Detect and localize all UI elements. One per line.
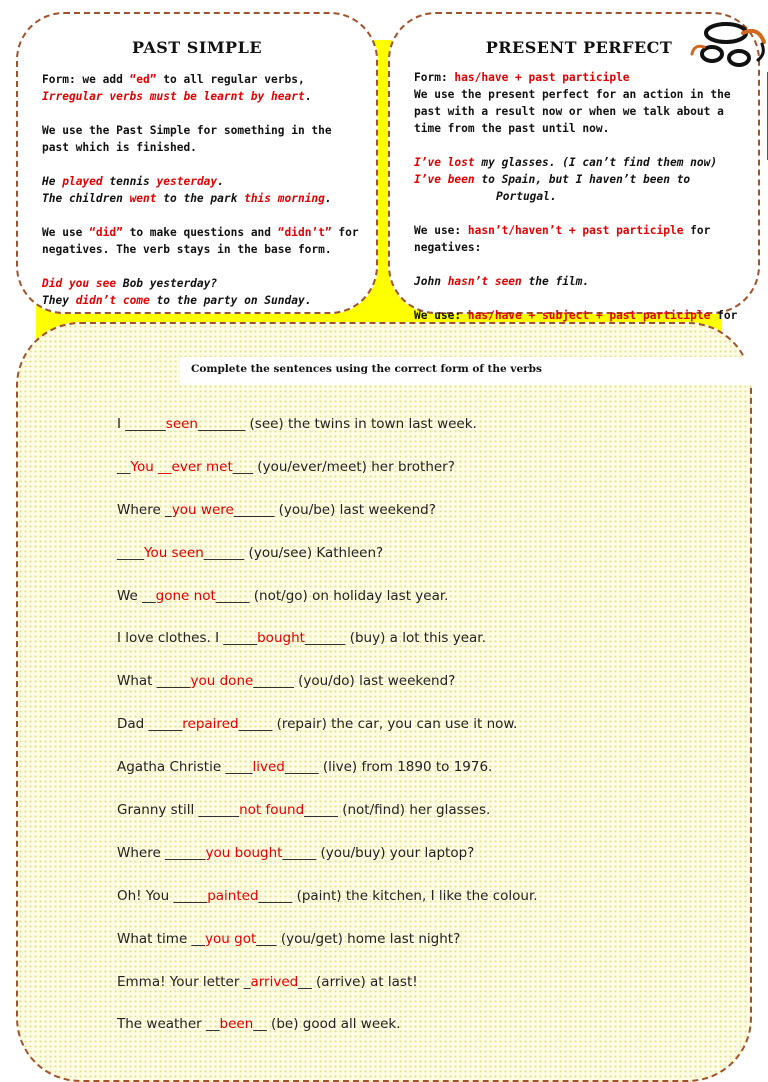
present-perfect-title: PRESENT PERFECT xyxy=(485,38,673,57)
answer-text: you were xyxy=(171,501,234,518)
sentence-start: Where ______ xyxy=(117,844,206,861)
example-line: Portugal. xyxy=(496,190,557,203)
exercise-list xyxy=(117,410,757,1053)
answer-text: painted xyxy=(207,887,259,904)
sentence-end: _____ (live) from 1890 to 1976. xyxy=(284,759,493,776)
sentence-start: What _____ xyxy=(117,673,191,690)
answer-text: not found xyxy=(239,802,305,819)
exercise-sentence xyxy=(117,624,757,667)
exercise-sentence xyxy=(117,453,757,496)
sentence-end: _____ (not/go) on holiday last year. xyxy=(215,587,449,604)
sentence-start: The weather __ xyxy=(117,1016,220,1033)
sentence-end: __ (be) good all week. xyxy=(253,1016,401,1033)
negative-line: negatives: xyxy=(414,241,482,254)
exercise-sentence xyxy=(117,710,757,753)
exercise-sentence xyxy=(117,753,757,796)
answer-text: repaired xyxy=(182,716,239,733)
sentence-start: I love clothes. I _____ xyxy=(117,630,258,647)
sentence-end: ______ (buy) a lot this year. xyxy=(304,630,486,647)
answer-text: been xyxy=(219,1016,254,1033)
paper-clip-icon xyxy=(686,14,768,80)
sentence-start: I ______ xyxy=(117,416,166,432)
example-line: The children went to the park this morning. xyxy=(42,192,332,205)
answer-text: you got xyxy=(205,930,257,947)
answer-text: seen xyxy=(165,416,198,432)
negative-example: They didn’t come to the party on Sunday. xyxy=(42,294,312,307)
sentence-start: __ xyxy=(117,458,131,475)
did-line: We use “did” to make questions and “didn’t” for xyxy=(42,226,359,239)
use-line: past with a result now or when we talk about a xyxy=(414,105,724,118)
sentence-end: ______ (you/see) Kathleen? xyxy=(203,544,384,561)
past-simple-title: PAST SIMPLE xyxy=(131,38,263,57)
answer-text: You seen xyxy=(144,544,204,561)
exercise-sentence xyxy=(117,539,757,582)
answer-text: you done xyxy=(190,673,254,690)
question-line: We use: has/have + subject + past participle for xyxy=(414,309,738,322)
sentence-start: Oh! You _____ xyxy=(117,887,208,904)
exercise-sentence xyxy=(117,925,757,968)
question-example: Did you see Bob yesterday? xyxy=(42,277,218,290)
sentence-end: __ (arrive) at last! xyxy=(298,973,418,990)
sentence-end: _____ (paint) the kitchen, I like the colour. xyxy=(258,887,538,904)
sentence-start: Agatha Christie ____ xyxy=(117,759,253,776)
form-line: Form: has/have + past participle xyxy=(414,71,630,84)
example-line: He played tennis yesterday. xyxy=(42,175,224,188)
exercise-sentence xyxy=(117,496,757,539)
did-line: negatives. The verb stays in the base form. xyxy=(42,243,332,256)
answer-text: bought xyxy=(257,630,305,647)
sentence-start: Dad _____ xyxy=(117,716,183,733)
answer-text: you bought xyxy=(205,844,283,861)
answer-text: lived xyxy=(252,759,285,776)
past-simple-card xyxy=(16,12,378,314)
sentence-start: Granny still ______ xyxy=(117,802,240,819)
negative-line: We use: hasn’t/haven’t + past participle for xyxy=(414,224,711,237)
use-line: We use the present perfect for an action in the xyxy=(414,88,731,101)
exercise-sentence xyxy=(117,968,757,1011)
irregular-line: Irregular verbs must be learnt by heart. xyxy=(42,90,312,103)
example-line: I’ve been to Spain, but I haven’t been to xyxy=(414,173,691,186)
exercise-sentence xyxy=(117,667,757,710)
exercise-sentence xyxy=(117,882,757,925)
negative-example: John hasn’t seen the film. xyxy=(414,275,590,288)
answer-text: gone not xyxy=(155,587,216,604)
sentence-start: What time __ xyxy=(117,930,206,947)
sentence-end: _____ (you/buy) your laptop? xyxy=(282,844,475,861)
exercise-sentence xyxy=(117,582,757,625)
exercise-sentence xyxy=(117,1010,757,1053)
use-line: past which is finished. xyxy=(42,141,197,154)
exercise-sentence xyxy=(117,796,757,839)
present-perfect-body xyxy=(414,69,759,358)
use-line: time from the past until now. xyxy=(414,122,610,135)
sentence-end: ______ (you/do) last weekend? xyxy=(253,673,456,690)
sentence-end: _______ (see) the twins in town last week. xyxy=(197,416,477,432)
sentence-end: _____ (not/find) her glasses. xyxy=(304,802,491,819)
use-line: We use the Past Simple for something in the xyxy=(42,124,332,137)
answer-text: You __ever met xyxy=(130,458,233,475)
exercise-instruction: Complete the sentences using the correct form of the verbs xyxy=(180,357,768,385)
answer-text: arrived xyxy=(250,973,299,990)
sentence-start: Emma! Your letter _ xyxy=(117,973,251,990)
sentence-start: We __ xyxy=(117,587,156,604)
sentence-start: Where _ xyxy=(117,501,172,518)
example-line: I’ve lost my glasses. (I can’t find them now) xyxy=(414,156,718,169)
sentence-end: ___ (you/get) home last night? xyxy=(256,930,461,947)
sentence-end: ___ (you/ever/meet) her brother? xyxy=(232,458,455,475)
exercise-sentence xyxy=(117,839,757,882)
sentence-end: _____ (repair) the car, you can use it now. xyxy=(238,716,518,733)
sentence-start: ____ xyxy=(117,544,144,561)
exercise-sentence xyxy=(117,410,757,453)
sentence-end: ______ (you/be) last weekend? xyxy=(233,501,436,518)
form-line: Form: we add “ed” to all regular verbs, xyxy=(42,73,305,86)
past-simple-body xyxy=(42,71,372,309)
